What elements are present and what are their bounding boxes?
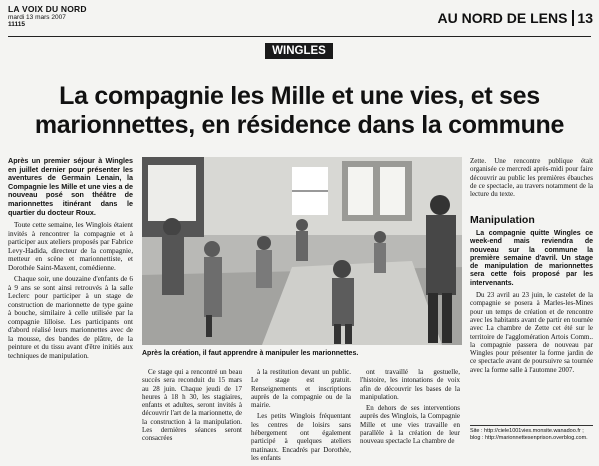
- paragraph: Ce stage qui a rencontré un beau succès sera reconduit du 15 mars au 28 juin. Chaque jeudi de 17 heures à 18 h 30, les stagiaires, enfants et adultes, seront invités à découvrir l'art de la marionnette, de la construction à la manipulation. Les dernières séances seront consacrées: [142, 368, 242, 443]
- column-4: [360, 368, 460, 449]
- headline: [6, 82, 593, 140]
- paragraph: Toute cette semaine, les Winglois étaient invités à rencontrer la compagnie et à participer aux ateliers proposés par Fabrice Levy-Hadida, directeur de la compagnie, metteur en scène et marionnettiste, et Dorothée Saint-Maxent, comédienne.: [8, 221, 133, 272]
- paragraph: Du 23 avril au 23 juin, le castelet de la compagnie se posera à Marles-les-Mines pour un temps de création et de rencontre avec les habitants avant de partir en tournée avec La chambre de Zette cet été sur le territoire de l'agglomération Artois Comm.. la compagnie passera de nouveau par Wingles pour présenter la forme jardin de ce spectacle avant de poursuivre sa tournée avec la forme salle à l'automne 2007.: [470, 291, 593, 374]
- paragraph: à la restitution devant un public. Le stage est gratuit. Renseignements et inscriptions auprès de la compagnie ou de la mairie.: [251, 368, 351, 410]
- column-2: [142, 368, 242, 446]
- site-url: Site : http://ciele1001vies.monsite.wanadoo.fr ;: [470, 428, 584, 434]
- bold-paragraph: La compagnie quitte Wingles ce week-end mais reviendra de nouveau sur la commune la première semaine d'avril. Un stage de manipulation de marionnettes sera cette fois proposé par les intervenants.: [470, 230, 593, 287]
- location-tag: WINGLES: [265, 43, 333, 59]
- paragraph: Zette. Une rencontre publique était organisée ce mercredi après-midi pour faire découvrir au public les premières ébauches de ce spectacle, au travers notamment de la lecture du texte.: [470, 157, 593, 199]
- article-photo: [142, 157, 462, 345]
- photo-illustration: [142, 157, 462, 345]
- site-info: [470, 425, 593, 442]
- right-column-body: [470, 230, 593, 377]
- section-name: AU NORD DE LENS: [437, 10, 568, 26]
- page-number: 13: [577, 10, 593, 26]
- masthead: [8, 4, 593, 38]
- headline-line-2: marionnettes, en résidence dans la commune: [34, 111, 565, 139]
- right-column-top: [470, 157, 593, 201]
- paragraph: Les petits Winglois fréquentant les centres de loisirs sans hébergement ont également participé à quelques ateliers matinaux. Encadrés par Dorothée, les enfants: [251, 412, 351, 462]
- photo-caption: Après la création, il faut apprendre à manipuler les marionnettes.: [142, 350, 359, 357]
- newspaper-name: LA VOIX DU NORD: [8, 4, 87, 14]
- paragraph: ont travaillé la gestuelle, l'histoire, les intonations de voix afin de découvrir les bases de la manipulation.: [360, 368, 460, 401]
- blog-url: blog : http://marionnettesenprison.overblog.com.: [470, 435, 588, 441]
- lead-paragraph: Après un premier séjour à Wingles en juillet dernier pour présenter les aventures de Germain Lenain, la Compagnie les Mille et une vies a de nouveau posé son théâtre de marionnettes itinérant dans le quartier du docteur Roux.: [8, 156, 133, 217]
- paragraph: En dehors de ses interventions auprès des Winglois, la Compagnie Mille et une vies travaille en parallèle à la création de leur nouveau spectacle La chambre de: [360, 404, 460, 446]
- edition-code: 11115: [8, 21, 25, 28]
- paragraph: Chaque soir, une douzaine d'enfants de 6 à 9 ans se sont ainsi retrouvés à la salle Leclerc pour participer à un stage de construction de marionnette de type gaine à bouche, similaire à celle utilisée par la compagnie lilloise. Les participants ont d'abord réalisé leurs marionnettes avec de la mousse, des bandes de plâtre, de la peinture et du tissu avant d'être initiés aux techniques de manipulation.: [8, 275, 133, 360]
- column-1: [8, 157, 133, 363]
- headline-line-1: La compagnie les Mille et une vies, et ses: [59, 82, 540, 110]
- masthead-left: [8, 4, 87, 28]
- column-3: [251, 368, 351, 465]
- masthead-right: [438, 10, 593, 28]
- issue-date: mardi 13 mars 2007: [8, 14, 66, 21]
- divider: [572, 10, 574, 26]
- masthead-rule: [8, 36, 591, 37]
- subhead: Manipulation: [470, 214, 535, 226]
